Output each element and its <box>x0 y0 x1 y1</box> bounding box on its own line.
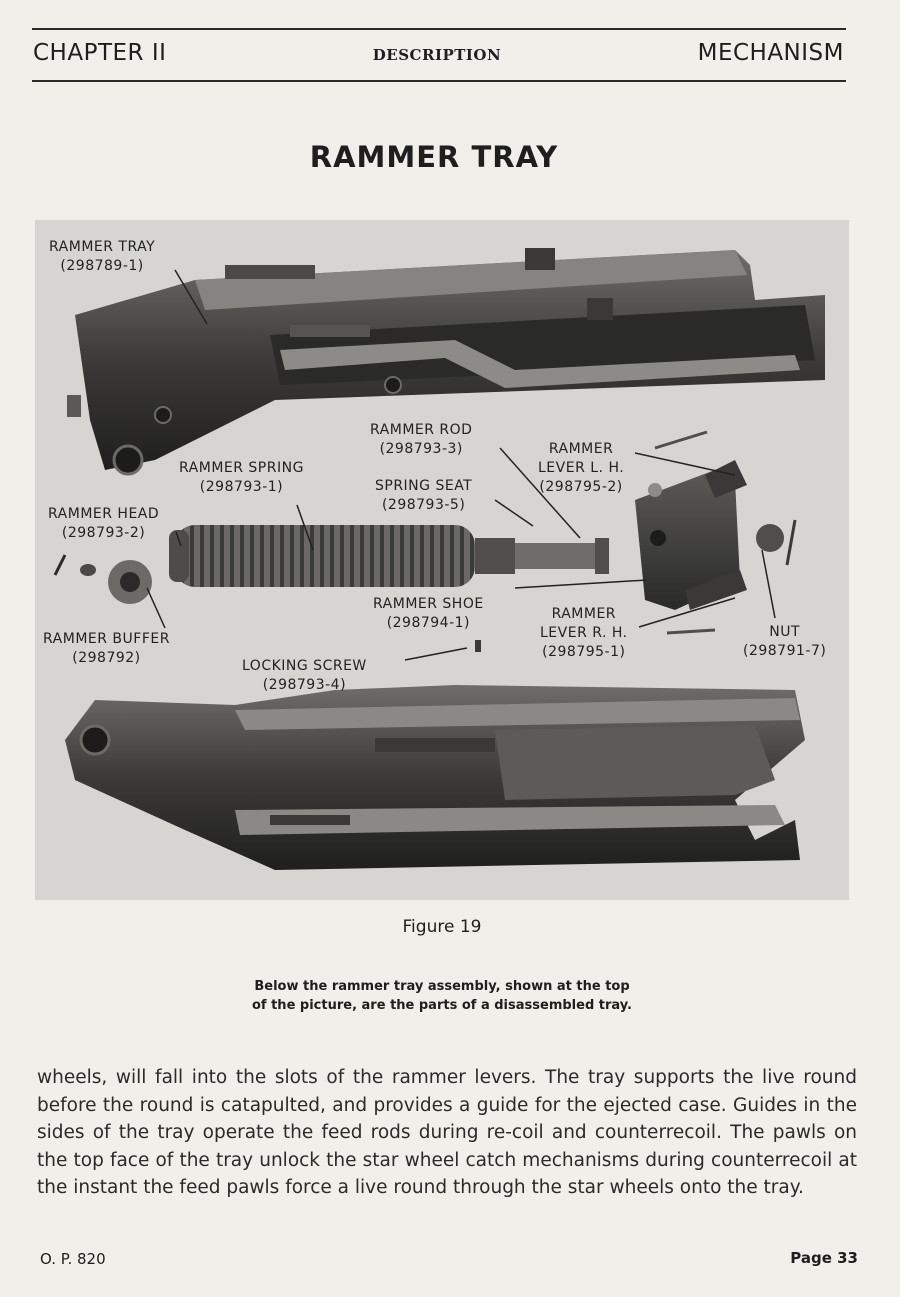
document-number: O. P. 820 <box>40 1250 106 1268</box>
rammer-buffer-part <box>55 555 152 604</box>
rammer-shoe-part <box>475 432 795 652</box>
label-locking-screw: LOCKING SCREW (298793-4) <box>242 658 367 693</box>
rammer-tray-illustration <box>35 220 849 900</box>
label-rammer-rod: RAMMER ROD (298793-3) <box>370 422 473 457</box>
body-paragraph: wheels, will fall into the slots of the rammer levers. The tray supports the live round before the round is catapulted, and provides a guide for the ejected case. Guides in the sides of the tray operate the feed rods during re-coil and counterrecoil. The pawls on the top face of the tray unlock the star wheel catch mechanisms during counterrecoil at the instant the feed pawls force a live round through the star wheels onto the tray. <box>37 1067 857 1199</box>
figure-photo <box>35 220 849 900</box>
label-spring-seat: SPRING SEAT (298793-5) <box>375 478 473 513</box>
page-title: RAMMER TRAY <box>309 140 559 174</box>
section-label: DESCRIPTION <box>372 46 502 64</box>
figure-description: Below the rammer tray assembly, shown at the top of the picture, are the parts of a disassembled tray. <box>251 979 632 1013</box>
topic-label: MECHANISM <box>697 40 844 66</box>
label-rammer-spring: RAMMER SPRING (298793-1) <box>179 460 304 495</box>
label-rammer-lever-lh: RAMMER LEVER L. H. (298795-2) <box>538 441 625 495</box>
chapter-label: CHAPTER II <box>33 40 167 66</box>
rammer-spring-part <box>169 525 609 587</box>
figure-caption: Figure 19 <box>402 917 482 937</box>
header-rule-bottom <box>32 80 846 82</box>
page-number: Page 33 <box>790 1249 858 1267</box>
disassembled-tray <box>65 685 805 870</box>
label-rammer-lever-rh: RAMMER LEVER R. H. (298795-1) <box>540 606 628 660</box>
label-rammer-head: RAMMER HEAD (298793-2) <box>48 506 160 541</box>
label-rammer-tray: RAMMER TRAY (298789-1) <box>49 239 156 274</box>
label-rammer-shoe: RAMMER SHOE (298794-1) <box>373 596 484 631</box>
header-rule-top <box>32 28 846 30</box>
label-nut: NUT (298791-7) <box>743 624 827 659</box>
label-rammer-buffer: RAMMER BUFFER (298792) <box>43 631 170 666</box>
